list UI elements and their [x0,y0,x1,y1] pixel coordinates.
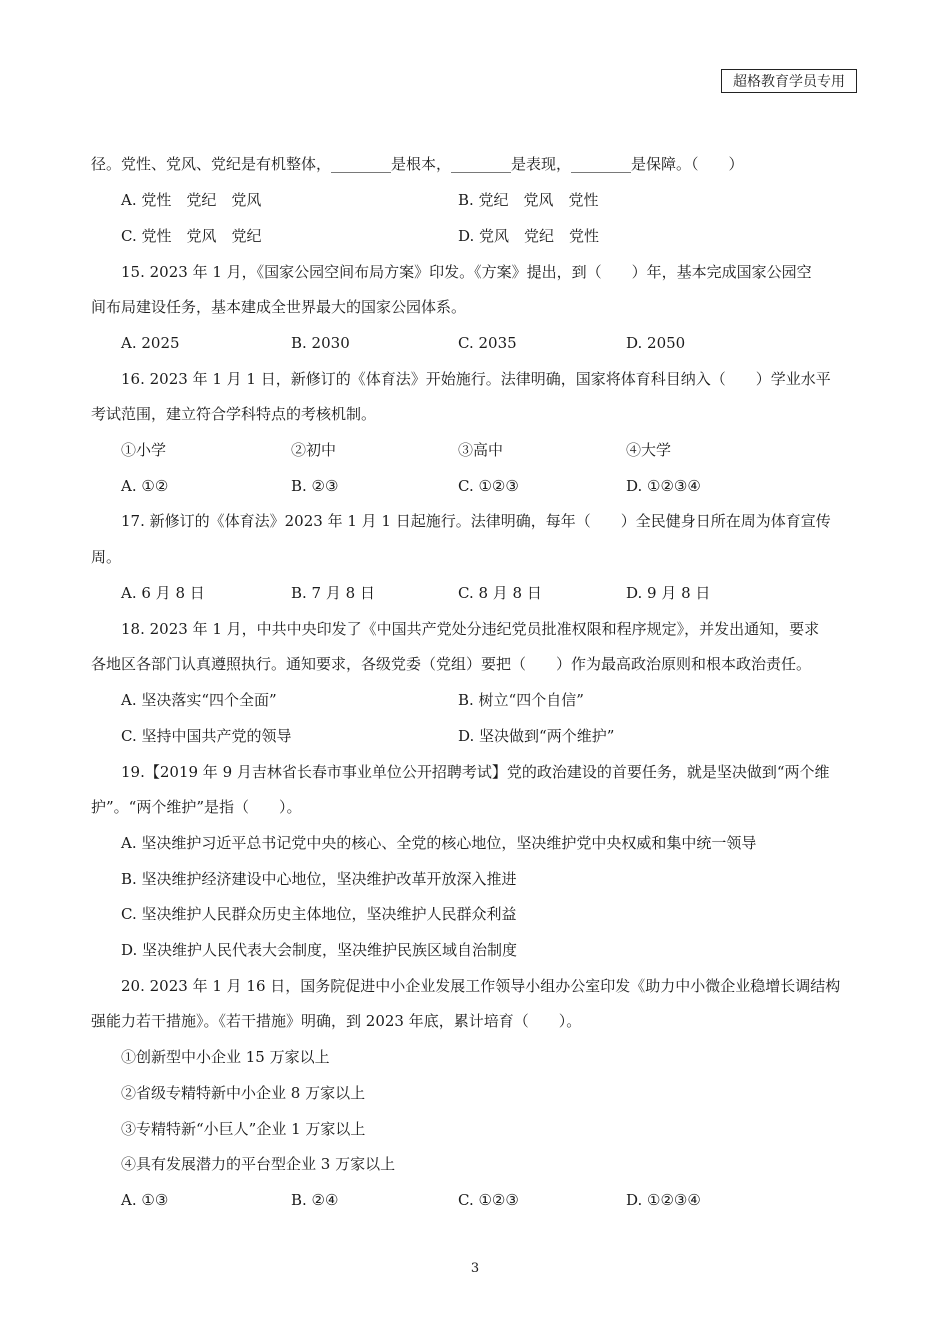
q15-stem-line1: 15. 2023 年 1 月，《国家公园空间布局方案》印发。《方案》提出，到（ ）年，基本完成国家公园空 [121,263,812,281]
q20-item-1: ①创新型中小企业 15 万家以上 [121,1048,330,1066]
q18-option-a: A. 坚决落实“四个全面” [121,691,277,709]
q20-option-d: D. ①②③④ [626,1191,701,1209]
q20-stem-line2: 强能力若干措施》。《若干措施》明确，到 2023 年底，累计培育（ ）。 [91,1012,582,1030]
q20-stem-line1: 20. 2023 年 1 月 16 日，国务院促进中小企业发展工作领导小组办公室印发《助力中小微企业稳增长调结构 [121,977,841,995]
q14-option-b: B. 党纪 党风 党性 [458,191,599,209]
q20-item-4: ④具有发展潜力的平台型企业 3 万家以上 [121,1155,396,1173]
q20-option-a: A. ①③ [121,1191,169,1209]
q15-option-a: A. 2025 [121,334,180,352]
q16-item-2: ②初中 [291,441,337,459]
q16-item-4: ④大学 [626,441,672,459]
q17-option-d: D. 9 月 8 日 [626,584,711,602]
q16-option-b: B. ②③ [291,477,339,495]
q15-option-b: B. 2030 [291,334,350,352]
q17-option-c: C. 8 月 8 日 [458,584,542,602]
q17-option-a: A. 6 月 8 日 [121,584,205,602]
q18-option-c: C. 坚持中国共产党的领导 [121,727,292,745]
page-number: 3 [470,1261,480,1276]
q14-option-d: D. 党风 党纪 党性 [458,227,600,245]
q18-option-d: D. 坚决做到“两个维护” [458,727,615,745]
q19-stem-line2: 护”。“两个维护”是指（ ）。 [91,798,302,816]
watermark-tag: 超格教育学员专用 [721,69,857,93]
q16-option-d: D. ①②③④ [626,477,701,495]
q15-stem-line2: 间布局建设任务，基本建成全世界最大的国家公园体系。 [91,298,467,316]
q14-option-a: A. 党性 党纪 党风 [121,191,262,209]
q16-item-1: ①小学 [121,441,167,459]
q20-item-2: ②省级专精特新中小企业 8 万家以上 [121,1084,366,1102]
q18-option-b: B. 树立“四个自信” [458,691,584,709]
q19-stem-line1: 19.【2019 年 9 月吉林省长春市事业单位公开招聘考试】党的政治建设的首要任务，就是坚决做到“两个维 [121,763,830,781]
q20-option-c: C. ①②③ [458,1191,519,1209]
q20-option-b: B. ②④ [291,1191,339,1209]
q20-item-3: ③专精特新“小巨人”企业 1 万家以上 [121,1120,366,1138]
q18-stem-line2: 各地区各部门认真遵照执行。通知要求，各级党委（党组）要把（ ）作为最高政治原则和根本政治责任。 [91,655,812,673]
q16-item-3: ③高中 [458,441,504,459]
q16-stem-line2: 考试范围，建立符合学科特点的考核机制。 [91,405,377,423]
q15-option-d: D. 2050 [626,334,686,352]
q16-stem-line1: 16. 2023 年 1 月 1 日，新修订的《体育法》开始施行。法律明确，国家将体育科目纳入（ ）学业水平 [121,370,831,388]
q17-stem-line2: 周。 [91,548,122,566]
q14-option-c: C. 党性 党风 党纪 [121,227,262,245]
q19-option-d: D. 坚决维护人民代表大会制度，坚决维护民族区域自治制度 [121,941,518,959]
q16-option-a: A. ①② [121,477,169,495]
q19-option-a: A. 坚决维护习近平总书记党中央的核心、全党的核心地位，坚决维护党中央权威和集中统一领导 [121,834,757,852]
q19-option-b: B. 坚决维护经济建设中心地位，坚决维护改革开放深入推进 [121,870,517,888]
q15-option-c: C. 2035 [458,334,517,352]
q19-option-c: C. 坚决维护人民群众历史主体地位，坚决维护人民群众利益 [121,905,517,923]
q16-option-c: C. ①②③ [458,477,519,495]
q17-stem-line1: 17. 新修订的《体育法》2023 年 1 月 1 日起施行。法律明确，每年（ ）全民健身日所在周为体育宣传 [121,512,831,530]
q18-stem-line1: 18. 2023 年 1 月，中共中央印发了《中国共产党处分违纪党员批准权限和程序规定》，并发出通知，要求 [121,620,820,638]
q14-stem: 径。党性、党风、党纪是有机整体，________是根本，________是表现，________是保障。（ ） [91,155,744,173]
q17-option-b: B. 7 月 8 日 [291,584,375,602]
